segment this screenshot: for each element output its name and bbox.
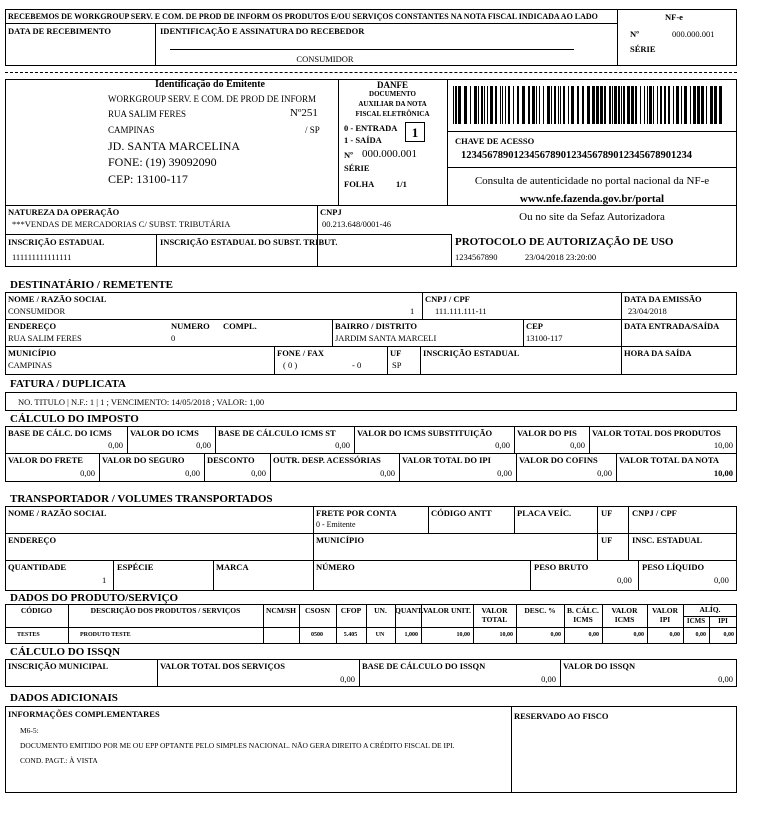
imposto-label: VALOR DO ICMS bbox=[130, 428, 199, 438]
issqn-value: 0,00 bbox=[718, 674, 733, 684]
dest-cep-label: CEP bbox=[526, 321, 543, 331]
canhoto-nfe-label: NF-e bbox=[665, 12, 683, 22]
emitente-name: WORKGROUP SERV. E COM. DE PROD DE INFORM bbox=[108, 94, 317, 104]
danfe-entrada: 0 - ENTRADA bbox=[344, 123, 398, 133]
danfe-serie-label: SÉRIE bbox=[344, 163, 370, 173]
emitente-cep: CEP: 13100-117 bbox=[108, 172, 188, 186]
dest-cpf-label: CNPJ / CPF bbox=[425, 294, 470, 304]
produtos-header: NCM/SH bbox=[266, 606, 296, 615]
imposto-label: DESCONTO bbox=[207, 455, 255, 465]
transp-end-label: ENDEREÇO bbox=[8, 535, 57, 545]
dest-entrada-label: DATA ENTRADA/SAÍDA bbox=[624, 321, 720, 331]
barcode bbox=[453, 86, 728, 124]
imposto-label: VALOR TOTAL DA NOTA bbox=[619, 455, 720, 465]
produto-cell: 0,00 bbox=[550, 632, 561, 638]
emitente-city: CAMPINAS bbox=[108, 125, 155, 135]
danfe-title: DANFE bbox=[377, 80, 408, 90]
produto-cell: 0,00 bbox=[723, 632, 734, 638]
imposto-value: 0,00 bbox=[185, 468, 200, 478]
dest-uf-label: UF bbox=[390, 348, 402, 358]
cnpj-value: 00.213.648/0001-46 bbox=[322, 219, 391, 229]
produtos-header: UN. bbox=[374, 606, 387, 615]
emitente-title: Identificação do Emitente bbox=[155, 79, 265, 90]
produtos-header: VALOR IPI bbox=[651, 606, 679, 624]
dest-fone-value1: ( 0 ) bbox=[283, 360, 298, 370]
adicionais-line1: M6-5: bbox=[20, 726, 39, 735]
danfe-saida: 1 - SAÍDA bbox=[344, 135, 382, 145]
imposto-value: 0,00 bbox=[108, 440, 123, 450]
chave-consulta: Consulta de autenticidade no portal nacional da NF-e bbox=[474, 175, 710, 187]
chave-label: CHAVE DE ACESSO bbox=[455, 136, 535, 146]
fatura-section: FATURA / DUPLICATA bbox=[10, 378, 126, 390]
produto-cell: TESTES bbox=[17, 632, 40, 638]
transp-insc-label: INSC. ESTADUAL bbox=[632, 535, 703, 545]
produtos-header: CSOSN bbox=[304, 606, 330, 615]
issqn-section: CÁLCULO DO ISSQN bbox=[10, 646, 121, 658]
produto-cell: 0500 bbox=[311, 632, 323, 638]
chave-value: 12345678901234567890123456789012345678901234 bbox=[461, 150, 692, 161]
imposto-label: VALOR DO SEGURO bbox=[102, 455, 185, 465]
transportador-section: TRANSPORTADOR / VOLUMES TRANSPORTADOS bbox=[10, 493, 273, 505]
produtos-header: DESCRIÇÃO DOS PRODUTOS / SERVIÇOS bbox=[90, 606, 241, 615]
danfe-folha-value: 1/1 bbox=[396, 179, 407, 189]
adicionais-line3: COND. PAGT.: À VISTA bbox=[20, 756, 98, 765]
transp-uf-label: UF bbox=[601, 508, 613, 518]
emitente-district: JD. SANTA MARCELINA bbox=[108, 139, 241, 153]
danfe-folha-label: FOLHA bbox=[344, 179, 375, 189]
imposto-value: 0,00 bbox=[570, 440, 585, 450]
produto-cell: 0,00 bbox=[633, 632, 644, 638]
produto-cell: 10,00 bbox=[456, 632, 470, 638]
transp-placa-label: PLACA VEÍC. bbox=[517, 508, 572, 518]
produto-cell: 1,000 bbox=[404, 632, 418, 638]
transp-nome-label: NOME / RAZÃO SOCIAL bbox=[8, 508, 107, 518]
imposto-divider bbox=[616, 453, 617, 482]
transp-mun-label: MUNICÍPIO bbox=[316, 535, 365, 545]
adicionais-info-label: INFORMAÇÕES COMPLEMENTARES bbox=[8, 709, 160, 719]
natureza-label: NATUREZA DA OPERAÇÃO bbox=[8, 207, 120, 217]
produtos-header: QUANT. bbox=[395, 606, 424, 615]
imposto-section: CÁLCULO DO IMPOSTO bbox=[10, 413, 139, 425]
transp-cnpj-label: CNPJ / CPF bbox=[632, 508, 677, 518]
imposto-value: 10,00 bbox=[713, 440, 733, 450]
dest-emissao-value: 23/04/2018 bbox=[628, 306, 667, 316]
issqn-value: 0,00 bbox=[541, 674, 556, 684]
dest-cpf-value: 111.111.111-11 bbox=[435, 306, 487, 316]
adicionais-line2: DOCUMENTO EMITIDO POR ME OU EPP OPTANTE PELO SIMPLES NACIONAL. NÃO GERA DIREITO A CRÉDITO FISCAL DE IPI. bbox=[20, 741, 455, 750]
danfe-tipo: 1 bbox=[411, 125, 419, 140]
cut-line bbox=[5, 72, 737, 73]
emitente-phone: FONE: (19) 39092090 bbox=[108, 155, 217, 169]
imposto-label: VALOR DO COFINS bbox=[519, 455, 598, 465]
dest-end-value: RUA SALIM FERES bbox=[8, 333, 82, 343]
transp-frete-value: 0 - Emitente bbox=[316, 520, 356, 529]
transp-qtd-label: QUANTIDADE bbox=[8, 562, 67, 572]
imposto-divider bbox=[99, 453, 100, 482]
transp-frete-label: FRETE POR CONTA bbox=[316, 508, 397, 518]
danfe-line3: FISCAL ELETRÔNICA bbox=[355, 110, 430, 118]
dest-fone-label: FONE / FAX bbox=[277, 348, 325, 358]
protocolo-label: PROTOCOLO DE AUTORIZAÇÃO DE USO bbox=[455, 236, 674, 248]
adicionais-section: DADOS ADICIONAIS bbox=[10, 692, 118, 704]
emitente-street: RUA SALIM FERES bbox=[108, 109, 187, 119]
natureza-value: ***VENDAS DE MERCADORIAS C/ SUBST. TRIBUTÁRIA bbox=[12, 219, 231, 229]
imposto-value: 0,00 bbox=[495, 440, 510, 450]
produto-cell: UN bbox=[375, 632, 385, 638]
canhoto-consumidor: CONSUMIDOR bbox=[296, 54, 354, 64]
dest-nome-value: CONSUMIDOR bbox=[8, 306, 66, 316]
dest-hora-label: HORA DA SAÍDA bbox=[624, 348, 692, 358]
issqn-label: BASE DE CÁLCULO DO ISSQN bbox=[362, 661, 486, 671]
canhoto-num-value: 000.000.001 bbox=[672, 29, 715, 39]
protocolo-num: 1234567890 bbox=[455, 252, 498, 262]
dest-mun-label: MUNICÍPIO bbox=[8, 348, 57, 358]
ie-value: 111111111111111 bbox=[12, 252, 72, 262]
dest-bairro-label: BAIRRO / DISTRITO bbox=[335, 321, 418, 331]
emitente-uf: / SP bbox=[305, 125, 320, 135]
transp-bruto-label: PESO BRUTO bbox=[534, 562, 589, 572]
imposto-label: VALOR DO ICMS SUBSTITUIÇÃO bbox=[357, 428, 493, 438]
produto-cell: 0,00 bbox=[695, 632, 706, 638]
transp-marca-label: MARCA bbox=[216, 562, 249, 572]
imposto-divider bbox=[516, 453, 517, 482]
transp-bruto-value: 0,00 bbox=[617, 575, 632, 585]
imposto-divider bbox=[399, 453, 400, 482]
dest-numero-label: NUMERO bbox=[171, 321, 210, 331]
issqn-value: 0,00 bbox=[340, 674, 355, 684]
produto-cell: 0,00 bbox=[588, 632, 599, 638]
adicionais-fisco-label: RESERVADO AO FISCO bbox=[514, 711, 609, 721]
dest-end-label: ENDEREÇO bbox=[8, 321, 57, 331]
iest-label: INSCRIÇÃO ESTADUAL DO SUBST. TRIBUT. bbox=[160, 237, 338, 247]
transp-uf2-label: UF bbox=[601, 535, 613, 545]
transp-liquido-value: 0,00 bbox=[714, 575, 729, 585]
danfe-line2: AUXILIAR DA NOTA bbox=[358, 100, 427, 108]
imposto-value: 0,00 bbox=[380, 468, 395, 478]
issqn-label: INSCRIÇÃO MUNICIPAL bbox=[8, 661, 109, 671]
imposto-divider bbox=[270, 453, 271, 482]
produtos-header: VALOR UNIT. bbox=[422, 606, 472, 615]
produtos-section: DADOS DO PRODUTO/SERVIÇO bbox=[10, 592, 179, 604]
produtos-header: IPI bbox=[718, 617, 728, 625]
imposto-value: 0,00 bbox=[196, 440, 211, 450]
imposto-divider bbox=[204, 453, 205, 482]
dest-compl-label: COMPL. bbox=[223, 321, 257, 331]
dest-nome-label: NOME / RAZÃO SOCIAL bbox=[8, 294, 107, 304]
dest-numero-value: 0 bbox=[171, 333, 176, 343]
ie-label: INSCRIÇÃO ESTADUAL bbox=[8, 237, 105, 247]
dest-cep-value: 13100-117 bbox=[526, 333, 563, 343]
chave-sefaz: Ou no site da Sefaz Autorizadora bbox=[519, 211, 665, 223]
imposto-label: VALOR TOTAL DOS PRODUTOS bbox=[592, 428, 721, 438]
imposto-value: 10,00 bbox=[713, 468, 733, 478]
imposto-label: VALOR DO FRETE bbox=[8, 455, 83, 465]
produtos-header: DESC. % bbox=[524, 606, 556, 615]
produtos-header: ALÍQ. bbox=[699, 605, 721, 614]
emitente-number: Nº251 bbox=[290, 107, 318, 119]
canhoto-identificacao-label: IDENTIFICAÇÃO E ASSINATURA DO RECEBEDOR bbox=[160, 26, 365, 36]
imposto-label: OUTR. DESP. ACESSÓRIAS bbox=[273, 455, 381, 465]
transp-liquido-label: PESO LÍQUIDO bbox=[642, 562, 705, 572]
destinatario-section: DESTINATÁRIO / REMETENTE bbox=[10, 279, 173, 291]
dest-mun-value: CAMPINAS bbox=[8, 360, 52, 370]
imposto-label: VALOR DO PIS bbox=[517, 428, 577, 438]
protocolo-data: 23/04/2018 23:20:00 bbox=[525, 252, 597, 262]
produtos-header: VALOR TOTAL bbox=[481, 606, 508, 624]
canhoto-data-recebimento-label: DATA DE RECEBIMENTO bbox=[8, 26, 111, 36]
imposto-value: 0,00 bbox=[251, 468, 266, 478]
transp-qtd-value: 1 bbox=[102, 575, 107, 585]
danfe-line1: DOCUMENTO bbox=[369, 90, 416, 98]
dest-ie-label: INSCRIÇÃO ESTADUAL bbox=[423, 348, 520, 358]
produtos-header: ICMS bbox=[686, 617, 706, 625]
danfe-num-label: Nº bbox=[344, 150, 353, 160]
produtos-header: CFOP bbox=[340, 606, 362, 615]
produto-cell: 10,00 bbox=[499, 632, 513, 638]
issqn-label: VALOR DO ISSQN bbox=[563, 661, 636, 671]
imposto-value: 0,00 bbox=[597, 468, 612, 478]
imposto-label: BASE DE CÁLC. DO ICMS bbox=[8, 428, 112, 438]
danfe-num-value: 000.000.001 bbox=[362, 148, 417, 160]
produtos-header: B. CÁLC. ICMS bbox=[567, 606, 599, 624]
transp-especie-label: ESPÉCIE bbox=[117, 562, 154, 572]
produto-cell: PRODUTO TESTE bbox=[80, 632, 131, 638]
dest-emissao-label: DATA DA EMISSÃO bbox=[624, 294, 702, 304]
dest-nome-num: 1 bbox=[410, 306, 415, 316]
dest-fone-value2: - 0 bbox=[352, 360, 362, 370]
fatura-text: NO. TITULO | N.F.: 1 | 1 ; VENCIMENTO: 14/05/2018 ; VALOR: 1,00 bbox=[18, 397, 265, 407]
issqn-label: VALOR TOTAL DOS SERVIÇOS bbox=[160, 661, 285, 671]
chave-url: www.nfe.fazenda.gov.br/portal bbox=[519, 193, 665, 205]
produtos-header: CÓDIGO bbox=[20, 606, 53, 615]
transp-numero-label: NÚMERO bbox=[316, 562, 355, 572]
imposto-value: 0,00 bbox=[80, 468, 95, 478]
transp-antt-label: CÓDIGO ANTT bbox=[431, 508, 492, 518]
produto-cell: 5.405 bbox=[343, 632, 358, 638]
produtos-header: VALOR ICMS bbox=[611, 606, 638, 624]
cnpj-label: CNPJ bbox=[320, 207, 342, 217]
dest-bairro-value: JARDIM SANTA MARCELI bbox=[335, 333, 437, 343]
produto-cell: 0,00 bbox=[669, 632, 680, 638]
imposto-label: BASE DE CÁLCULO ICMS ST bbox=[218, 428, 336, 438]
imposto-value: 0,00 bbox=[335, 440, 350, 450]
dest-uf-value: SP bbox=[392, 360, 402, 370]
canhoto-recebemos: RECEBEMOS DE WORKGROUP SERV. E COM. DE PROD DE INFORM OS PRODUTOS E/OU SERVIÇOS CONSTANTES NA NOTA FISCAL INDICADA AO LADO bbox=[8, 12, 598, 21]
canhoto-num-label: Nº bbox=[630, 29, 639, 39]
imposto-value: 0,00 bbox=[497, 468, 512, 478]
canhoto-serie-label: SÉRIE bbox=[630, 44, 656, 54]
imposto-label: VALOR TOTAL DO IPI bbox=[402, 455, 491, 465]
